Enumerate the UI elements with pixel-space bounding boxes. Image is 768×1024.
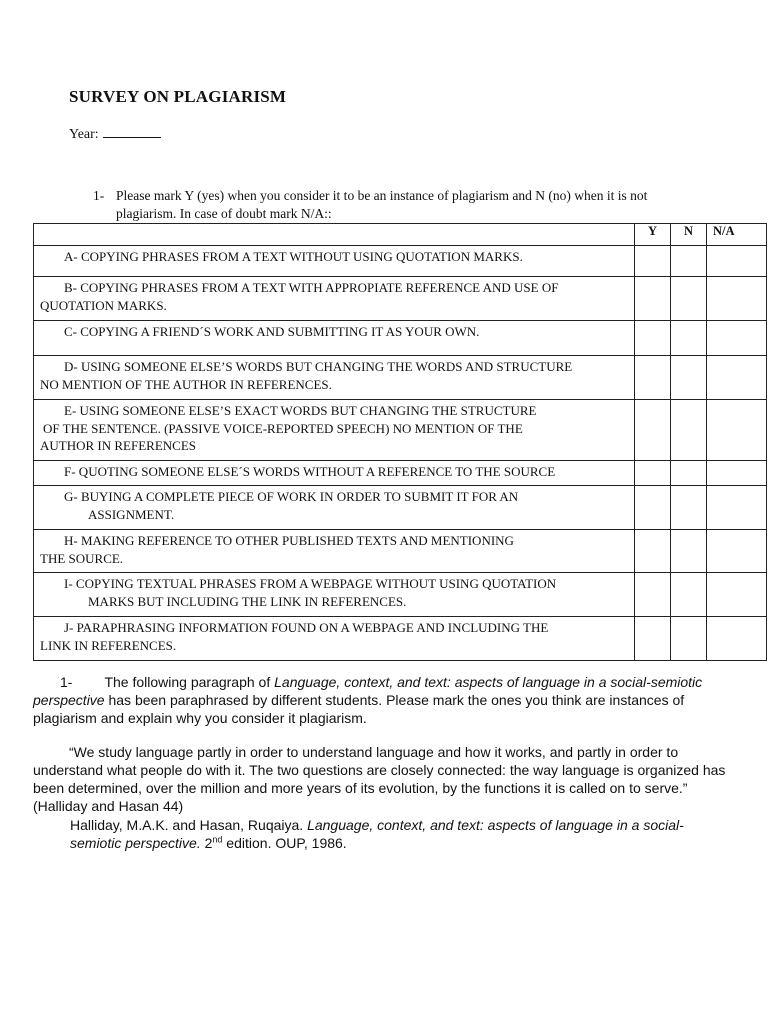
question-2-intro-b: has been paraphrased by different students. Please mark the ones you think are instances of plagiarism and explain why you consider it plagiarism. (33, 692, 685, 726)
table-row (34, 277, 767, 321)
statement-text-cont: QUOTATION MARKS. (40, 297, 167, 313)
bibliographic-reference (70, 816, 730, 852)
statement-cell (34, 246, 635, 277)
mark-no-cell[interactable] (671, 277, 707, 321)
statement-text-cont: AUTHOR IN REFERENCES (40, 438, 197, 453)
table-header-row (34, 224, 767, 246)
header-na: N/A (707, 224, 767, 246)
mark-no-cell[interactable] (671, 573, 707, 617)
mark-yes-cell[interactable] (635, 400, 671, 461)
question-2-book-title: Language, context, and text: aspects of language in a social-semiotic perspective (33, 674, 703, 708)
statement-text: J- PARAPHRASING INFORMATION FOUND ON A WEBPAGE AND INCLUDING THE (64, 620, 549, 635)
header-no: N (671, 224, 707, 246)
reference-publisher-year: edition. OUP, 1986. (222, 835, 347, 851)
statement-text-cont: OF THE SENTENCE. (PASSIVE VOICE-REPORTED SPEECH) NO MENTION OF THE (43, 420, 523, 436)
statement-cell (34, 321, 635, 356)
mark-yes-cell[interactable] (635, 461, 671, 486)
statement-text: G- BUYING A COMPLETE PIECE OF WORK IN ORDER TO SUBMIT IT FOR AN (64, 489, 519, 504)
reference-edition-number: 2 (200, 835, 213, 851)
mark-no-cell[interactable] (671, 400, 707, 461)
reference-edition-suffix: nd (212, 834, 223, 845)
statement-cell (34, 573, 635, 617)
statement-text: E- USING SOMEONE ELSE’S EXACT WORDS BUT CHANGING THE STRUCTURE (64, 403, 537, 418)
question-text (116, 187, 713, 223)
mark-no-cell[interactable] (671, 530, 707, 573)
table-row (34, 573, 767, 617)
question-line-2: plagiarism. In case of doubt mark N/A:: (116, 206, 332, 221)
table-row (34, 400, 767, 461)
header-yes: Y (635, 224, 671, 246)
reference-authors: Halliday, M.A.K. and Hasan, Ruqaiya. (70, 817, 308, 833)
question-line-1: Please mark Y (yes) when you consider it to be an instance of plagiarism and N (no) when it is not (116, 188, 648, 203)
question-2-intro-a: The following paragraph of (104, 674, 275, 690)
mark-na-cell[interactable] (707, 321, 767, 356)
statement-text: A- COPYING PHRASES FROM A TEXT WITHOUT USING QUOTATION MARKS. (64, 249, 523, 264)
mark-no-cell[interactable] (671, 461, 707, 486)
statement-text: H- MAKING REFERENCE TO OTHER PUBLISHED TEXTS AND MENTIONING (64, 533, 514, 548)
table-row (34, 530, 767, 573)
mark-yes-cell[interactable] (635, 356, 671, 400)
question-2-instructions (33, 673, 733, 727)
statement-cell (34, 530, 635, 573)
source-quote (33, 743, 733, 815)
mark-na-cell[interactable] (707, 461, 767, 486)
mark-no-cell[interactable] (671, 356, 707, 400)
statement-text: I- COPYING TEXTUAL PHRASES FROM A WEBPAGE WITHOUT USING QUOTATION (64, 576, 557, 591)
statement-text-cont: MARKS BUT INCLUDING THE LINK IN REFERENCES. (88, 593, 407, 609)
mark-na-cell[interactable] (707, 246, 767, 277)
mark-na-cell[interactable] (707, 486, 767, 530)
mark-na-cell[interactable] (707, 277, 767, 321)
mark-na-cell[interactable] (707, 400, 767, 461)
question-2-number: 1- (60, 674, 73, 690)
mark-yes-cell[interactable] (635, 277, 671, 321)
page-title: SURVEY ON PLAGIARISM (69, 87, 287, 106)
table-row (34, 461, 767, 486)
statement-text-cont: NO MENTION OF THE AUTHOR IN REFERENCES. (40, 376, 332, 392)
mark-yes-cell[interactable] (635, 321, 671, 356)
quote-text: “We study language partly in order to understand language and how it works, and partly in order to understand what people do with it. The two questions are closely connected: the way language is organized has been determined, over the million and more years of its evolution, by the functions it is called on to serve.” (Halliday and Hasan 44) (33, 744, 726, 814)
mark-na-cell[interactable] (707, 356, 767, 400)
table-row (34, 246, 767, 277)
header-statement-cell (34, 224, 635, 246)
mark-yes-cell[interactable] (635, 246, 671, 277)
statement-cell (34, 400, 635, 461)
mark-na-cell[interactable] (707, 573, 767, 617)
mark-yes-cell[interactable] (635, 573, 671, 617)
mark-no-cell[interactable] (671, 486, 707, 530)
statement-cell (34, 277, 635, 321)
question-2-paragraph (33, 673, 733, 727)
table-row (34, 486, 767, 530)
year-label: Year: (69, 127, 99, 142)
mark-no-cell[interactable] (671, 617, 707, 661)
statement-text: B- COPYING PHRASES FROM A TEXT WITH APPROPIATE REFERENCE AND USE OF (64, 280, 559, 295)
table-row (34, 356, 767, 400)
mark-na-cell[interactable] (707, 530, 767, 573)
mark-yes-cell[interactable] (635, 486, 671, 530)
table-row (34, 617, 767, 661)
table-row (34, 321, 767, 356)
mark-na-cell[interactable] (707, 617, 767, 661)
mark-no-cell[interactable] (671, 321, 707, 356)
question-number: 1- (93, 188, 105, 203)
mark-no-cell[interactable] (671, 246, 707, 277)
statement-cell (34, 617, 635, 661)
statement-text-cont: ASSIGNMENT. (88, 506, 175, 522)
plagiarism-survey-table (33, 223, 767, 661)
statement-text-cont: LINK IN REFERENCES. (40, 637, 177, 653)
statement-cell (34, 356, 635, 400)
statement-cell (34, 486, 635, 530)
year-blank-line (103, 125, 161, 138)
statement-text: F- QUOTING SOMEONE ELSE´S WORDS WITHOUT A REFERENCE TO THE SOURCE (64, 464, 556, 479)
statement-text: C- COPYING A FRIEND´S WORK AND SUBMITTING IT AS YOUR OWN. (64, 324, 480, 339)
mark-yes-cell[interactable] (635, 530, 671, 573)
reference-title: Language, context, and text: aspects of language in a social-semiotic perspective. (70, 817, 684, 851)
statement-text: D- USING SOMEONE ELSE’S WORDS BUT CHANGING THE WORDS AND STRUCTURE (64, 359, 573, 374)
statement-cell (34, 461, 635, 486)
year-field (69, 125, 161, 143)
statement-text-cont: THE SOURCE. (40, 550, 124, 566)
mark-yes-cell[interactable] (635, 617, 671, 661)
